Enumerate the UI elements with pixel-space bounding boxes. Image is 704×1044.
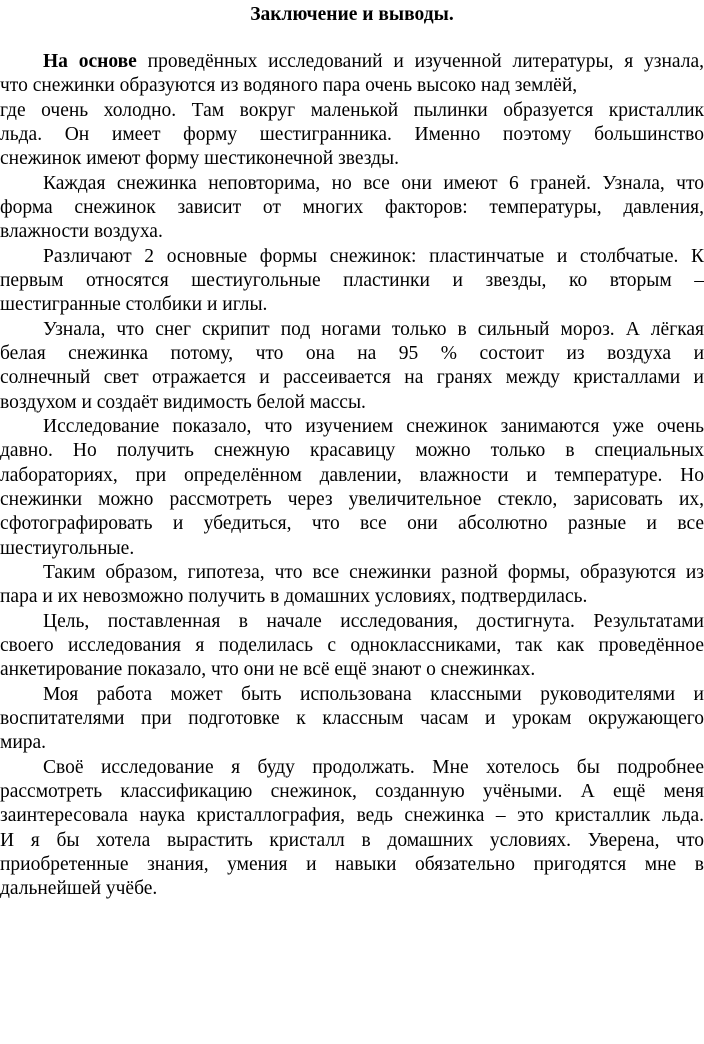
line-text: Таким образом, гипотеза, что все снежинки разной формы, образуются из (43, 562, 704, 583)
line-text: заинтересовала наука кристаллография, ведь снежинка – это кристаллик льда. (0, 805, 704, 826)
text-line (0, 147, 704, 171)
bold-lead-phrase: На основе (43, 51, 137, 72)
text-line (0, 415, 704, 439)
line-text: И я бы хотела вырастить кристалл в домашних условиях. Уверена, что (0, 830, 704, 851)
line-text: приобретенные знания, умения и навыки обязательно пригодятся мне в (0, 854, 704, 875)
line-text: проведённых исследований и изученной литературы, я узнала, (136, 51, 704, 72)
line-text: снежинки можно рассмотреть через увеличительное стекло, зарисовать их, (0, 489, 704, 510)
text-line (0, 318, 704, 342)
text-line (0, 74, 704, 98)
line-text: первым относятся шестиугольные пластинки и звезды, ко вторым – (0, 270, 704, 291)
line-text: белая снежинка потому, что она на 95 % состоит из воздуха и (0, 343, 704, 364)
page-title: Заключение и выводы. (250, 4, 454, 25)
text-line (0, 829, 704, 853)
line-text: Различают 2 основные формы снежинок: пластинчатые и столбчатые. К (43, 246, 704, 267)
line-text: сфотографировать и убедиться, что все они абсолютно разные и все (0, 513, 704, 534)
line-text: солнечный свет отражается и рассеивается на гранях между кристаллами и (0, 367, 704, 388)
text-line (0, 269, 704, 293)
line-text: пара и их невозможно получить в домашних условиях, подтвердилась. (0, 586, 588, 607)
line-text: Узнала, что снег скрипит под ногами только в сильный мороз. А лёгкая (43, 319, 704, 340)
line-text: где очень холодно. Там вокруг маленькой пылинки образуется кристаллик (0, 100, 704, 121)
line-text: шестиугольные. (0, 538, 135, 559)
text-line (0, 123, 704, 147)
text-line (0, 488, 704, 512)
text-line (0, 610, 704, 634)
line-text: шестигранные столбики и иглы. (0, 294, 268, 315)
line-text: рассмотреть классификацию снежинок, созданную учёными. А ещё меня (0, 781, 704, 802)
text-line (0, 366, 704, 390)
text-line (0, 780, 704, 804)
line-text: воздухом и создаёт видимость белой массы. (0, 392, 366, 413)
text-line (0, 293, 704, 317)
text-line (0, 804, 704, 828)
text-line (0, 196, 704, 220)
line-text: льда. Он имеет форму шестигранника. Именно поэтому большинство (0, 124, 704, 145)
line-text: давно. Но получить снежную красавицу можно только в специальных (0, 440, 704, 461)
text-line (0, 439, 704, 463)
line-text: Цель, поставленная в начале исследования, достигнута. Результатами (43, 611, 704, 632)
text-line (0, 172, 704, 196)
text-line (0, 683, 704, 707)
text-line (0, 50, 704, 74)
line-text: дальнейшей учёбе. (0, 878, 158, 899)
line-text: анкетирование показало, что они не всё ещё знают о снежинках. (0, 659, 536, 680)
text-line (0, 877, 704, 901)
text-line (0, 756, 704, 780)
line-text: воспитателями при подготовке к классным часам и урокам окружающего (0, 708, 704, 729)
line-text: Исследование показало, что изучением снежинок занимаются уже очень (43, 416, 704, 437)
line-text: что снежинки образуются из водяного пара очень высоко над землёй, (0, 75, 578, 96)
text-line (0, 561, 704, 585)
text-line (0, 245, 704, 269)
line-text: Моя работа может быть использована классными руководителями и (43, 684, 704, 705)
text-line (0, 731, 704, 755)
text-line (0, 99, 704, 123)
line-text: лабораториях, при определённом давлении, влажности и температуре. Но (0, 465, 704, 486)
line-text: Своё исследование я буду продолжать. Мне хотелось бы подробнее (43, 757, 704, 778)
text-line (0, 464, 704, 488)
line-text: мира. (0, 732, 47, 753)
text-line (0, 342, 704, 366)
text-line (0, 707, 704, 731)
text-line (0, 512, 704, 536)
line-text: влажности воздуха. (0, 221, 163, 242)
text-line (0, 585, 704, 609)
text-line (0, 220, 704, 244)
text-line (0, 391, 704, 415)
text-line (0, 853, 704, 877)
text-line (0, 634, 704, 658)
line-text: снежинок имеют форму шестиконечной звезды. (0, 148, 399, 169)
line-text: своего исследования я поделилась с одноклассниками, так как проведённое (0, 635, 704, 656)
text-line (0, 537, 704, 561)
line-text: форма снежинок зависит от многих факторов: температуры, давления, (0, 197, 704, 218)
line-text: Каждая снежинка неповторима, но все они имеют 6 граней. Узнала, что (43, 173, 704, 194)
text-line (0, 658, 704, 682)
